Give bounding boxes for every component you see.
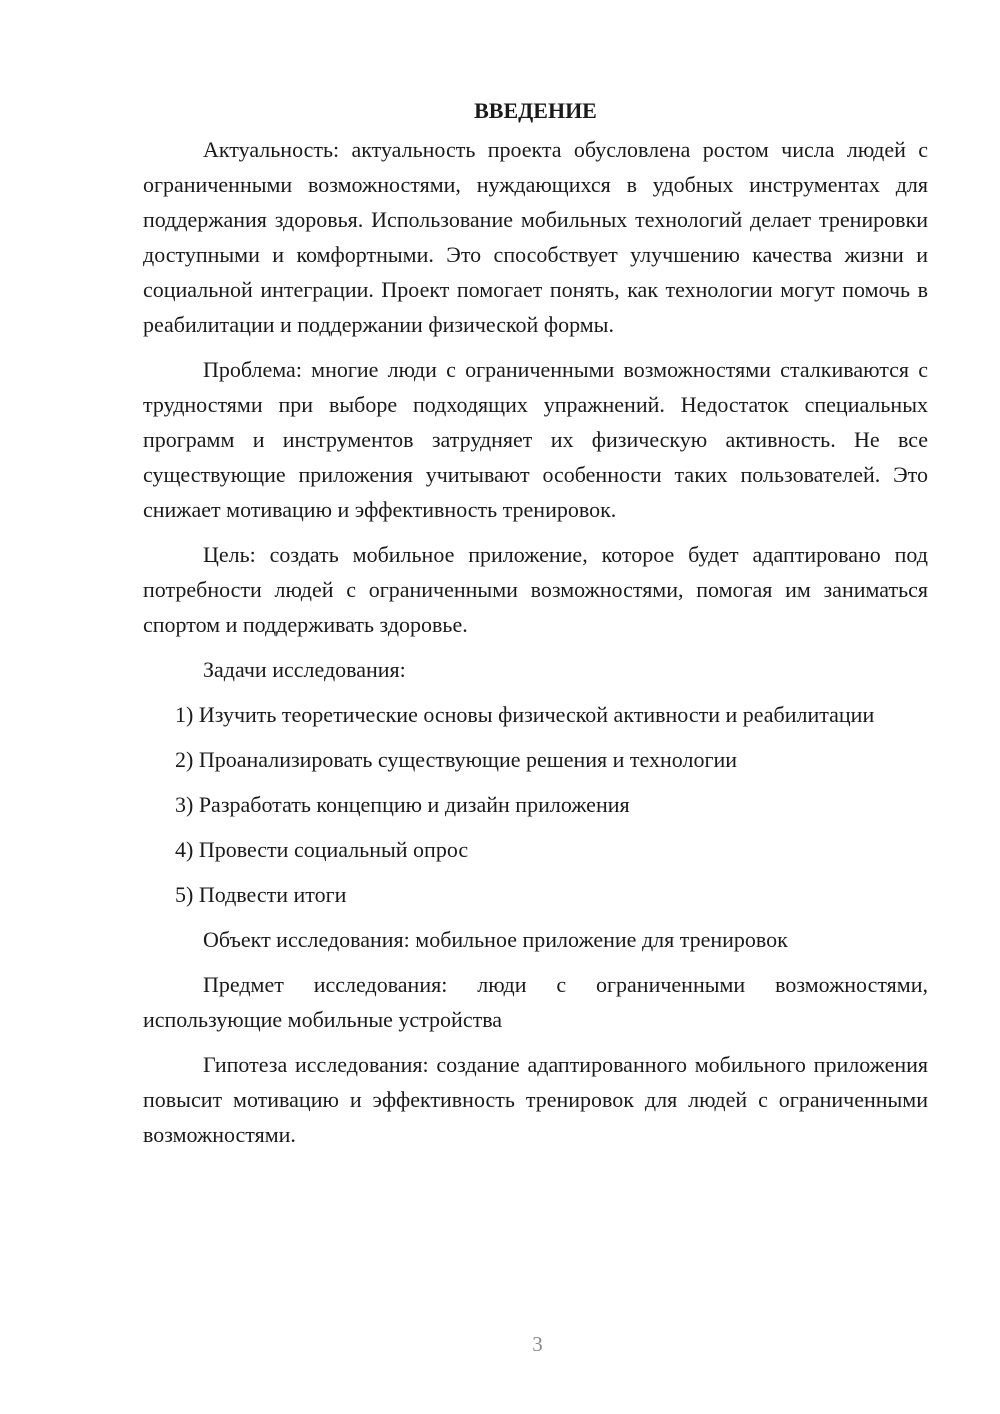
section-title: ВВЕДЕНИЕ [474, 98, 597, 123]
list-item: 4) Провести социальный опрос [175, 837, 469, 862]
paragraph-research-subject: Предмет исследования: люди с ограниченными возможностями, использующие мобильные устройства [143, 972, 928, 1032]
list-item: 2) Проанализировать существующие решения и технологии [175, 747, 738, 772]
paragraph-research-object: Объект исследования: мобильное приложение для тренировок [203, 927, 788, 952]
list-item: 3) Разработать концепцию и дизайн приложения [175, 792, 630, 817]
tasks-heading: Задачи исследования: [203, 657, 406, 682]
paragraph-research-hypothesis: Гипотеза исследования: создание адаптированного мобильного приложения повысит мотивацию и эффективность тренировок для людей с ограниченными возможностями. [143, 1052, 928, 1147]
paragraph-problem: Проблема: многие люди с ограниченными возможностями сталкиваются с трудностями при выборе подходящих упражнений. Недостаток специальных программ и инструментов затрудняет их физическую активность. Не все существующие приложения учитывают особенности таких пользователей. Это снижает мотивацию и эффективность тренировок. [143, 357, 928, 522]
tasks-list [143, 697, 928, 912]
page-number: 3 [532, 1332, 543, 1356]
page-content [143, 93, 928, 1162]
paragraph-relevance: Актуальность: актуальность проекта обусловлена ростом числа людей с ограниченными возможностями, нуждающихся в удобных инструментах для поддержания здоровья. Использование мобильных технологий делает тренировки доступными и комфортными. Это способствует улучшению качества жизни и социальной интеграции. Проект помогает понять, как технологии могут помочь в реабилитации и поддержании физической формы. [143, 137, 928, 337]
paragraph-goal: Цель: создать мобильное приложение, которое будет адаптировано под потребности людей с ограниченными возможностями, помогая им заниматься спортом и поддерживать здоровье. [143, 542, 928, 637]
list-item: 1) Изучить теоретические основы физической активности и реабилитации [175, 702, 875, 727]
list-item: 5) Подвести итоги [175, 882, 347, 907]
